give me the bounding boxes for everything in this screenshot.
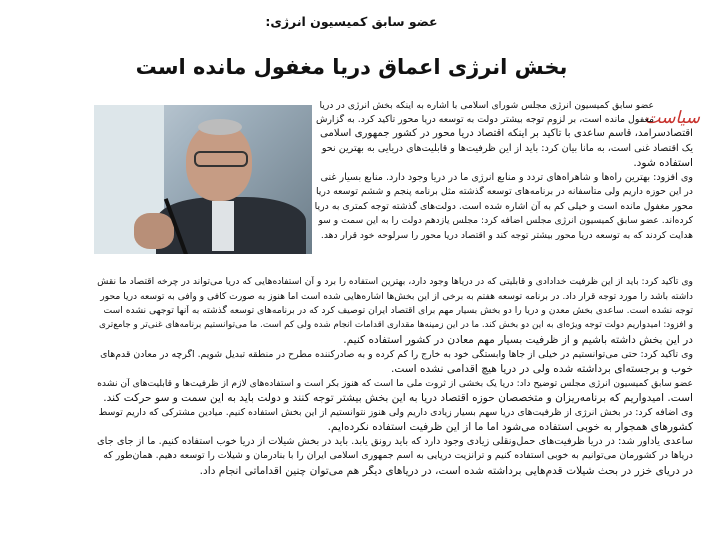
article-line: در دریای خزر در بحث شیلات قدم‌هایی برداشته شده است، در دریاهای دیگر هم می‌توان چنین اقداماتی انجام داد. bbox=[199, 465, 693, 477]
portrait-photo bbox=[94, 105, 312, 254]
photo-shirt bbox=[212, 201, 234, 251]
article-line: یک اقتصاد غنی است، به مانا بیان کرد: باید از این ظرفیت‌ها و قابلیت‌های دریایی به بهترین نحو bbox=[321, 143, 693, 154]
kicker: عضو سابق کمیسیون انرژی: bbox=[265, 14, 438, 29]
article-line: داشته باشد را مورد توجه قرار داد. در برنامه توسعه هفتم به برخی از این بخش‌ها اشاره‌هایی شده است اما هنوز به صورت کافی و وافی به توسعه دریا محور bbox=[100, 291, 693, 302]
photo-hand bbox=[134, 213, 174, 249]
article-line: و افزود: امیدواریم دولت توجه ویژه‌ای به این دو بخش کند. ما در این زمینه‌ها مقداری اقدامات انجام شده ولی کم است. ما می‌توانستیم برنامه‌های غنی‌تر و جامع‌تری bbox=[99, 320, 693, 330]
article-line: در این حوزه داریم ولی متأسفانه در برنامه‌های توسعه گذشته مثل برنامه پنجم و ششم توسعه دریا bbox=[315, 186, 693, 197]
top-rule bbox=[0, 0, 703, 6]
article-line: محور مغفول مانده است و خیلی کم به آن اشاره شده است. دولت‌های گذشته توجه کمتری به دریا bbox=[315, 201, 693, 212]
article-line: خوب و برجسته‌ای برداشته شده ولی در دریا هیچ اقدامی نشده است. bbox=[390, 363, 693, 375]
article-line: وی تأکید کرد: حتی می‌توانستیم در خیلی از جاها وابستگی خود به خارج را کم کرده و به صادرکننده مطرح در منطقه تبدیل شویم. اگرچه در معادن قدم‌های bbox=[100, 349, 693, 360]
article-line: است. امیدواریم که برنامه‌ریزان و متخصصان حوزه اقتصاد دریا به این بخش بیشتر توجه کنند و دولت باید به این سمت و سو حرکت کند. bbox=[103, 392, 693, 404]
article-line: توجه نشده است. ساعدی بخش معدن و دریا را دو بخش بسیار مهم برای اقتصاد ایران توصیف کرد که در برنامه‌های توسعه گذشته به آنها توجهی نشده است bbox=[103, 305, 693, 316]
article-line: کشورهای همجوار به خوبی استفاده می‌شود اما ما از این ظرفیت استفاده نکرده‌ایم. bbox=[327, 421, 693, 433]
article-line: وی اضافه کرد: در بخش انرژی از ظرفیت‌های دریا سهم بسیار زیادی داریم ولی هنوز نتوانستیم از این بخش استفاده کنیم. میادین مشترکی که داریم توسط bbox=[98, 407, 693, 418]
publication-logo: سیاست bbox=[644, 108, 700, 128]
article-line: در این بخش داشته باشیم و از ظرفیت بسیار مهم معادن در کشور استفاده کنیم. bbox=[343, 334, 693, 346]
article-line: مغفول مانده است، بر لزوم توجه بیشتر دولت به توسعه دریا محور تأکید کرد. به گزارش bbox=[315, 114, 654, 125]
article-line: کرده‌اند. عضو سابق کمیسیون انرژی مجلس اضافه کرد: مجلس یازدهم دولت را به این سمت و سو bbox=[318, 215, 693, 226]
article-line: ساعدی یادآور شد: در دریا ظرفیت‌های حمل‌ونقلی زیادی وجود دارد که باید رونق یابد. باید در بخش شیلات از دریا خوب استفاده کنیم. ما از جای جای bbox=[97, 436, 693, 447]
article-line: اقتصادسرآمد، قاسم ساعدی با تأکید بر اینکه اقتصاد دریا محور در کشور جمهوری اسلامی bbox=[319, 128, 693, 139]
article-line: عضو سابق کمیسیون انرژی مجلس توضیح داد: دریا یک بخشی از ثروت ملی ما است که هنوز بکر است و استفاده‌های لازم از ظرفیت‌ها و قابلیت‌های آن نشده bbox=[97, 378, 693, 389]
article-line: استفاده شود. bbox=[633, 157, 693, 169]
article-line: وی تأکید کرد: باید از این ظرفیت خدادادی و قابلیتی که در دریاها وجود دارد، بهترین استفاده را برد و آن استفاده‌هایی که دریا می‌تواند در چرخه اقتصاد ما نقش bbox=[97, 276, 693, 287]
article-line: دریاها در کشورمان می‌توانیم به خوبی استفاده کنیم و ترانزیت دریایی به اسم جمهوری اسلامی ایران را با بنادرمان و شیلات را توسعه دهیم. همان‌طور که bbox=[103, 450, 693, 461]
photo-glasses bbox=[194, 151, 248, 167]
article-line: عضو سابق کمیسیون انرژی مجلس شورای اسلامی با اشاره به اینکه بخش انرژی در دریا bbox=[319, 100, 654, 111]
headline: بخش انرژی اعماق دریا مغفول مانده است bbox=[135, 55, 568, 79]
article-line: هدایت کردند که به توسعه دریا محور بیشتر توجه کند و اقتصاد دریا محور را سرلوحه خود قرار دهد. bbox=[320, 230, 693, 241]
article-line: وی افزود: بهترین راه‌ها و شاهراه‌های تردد و منابع انرژی ما در دریا وجود دارد. منابع بسیار غنی bbox=[320, 172, 693, 183]
photo-hair bbox=[198, 119, 242, 135]
